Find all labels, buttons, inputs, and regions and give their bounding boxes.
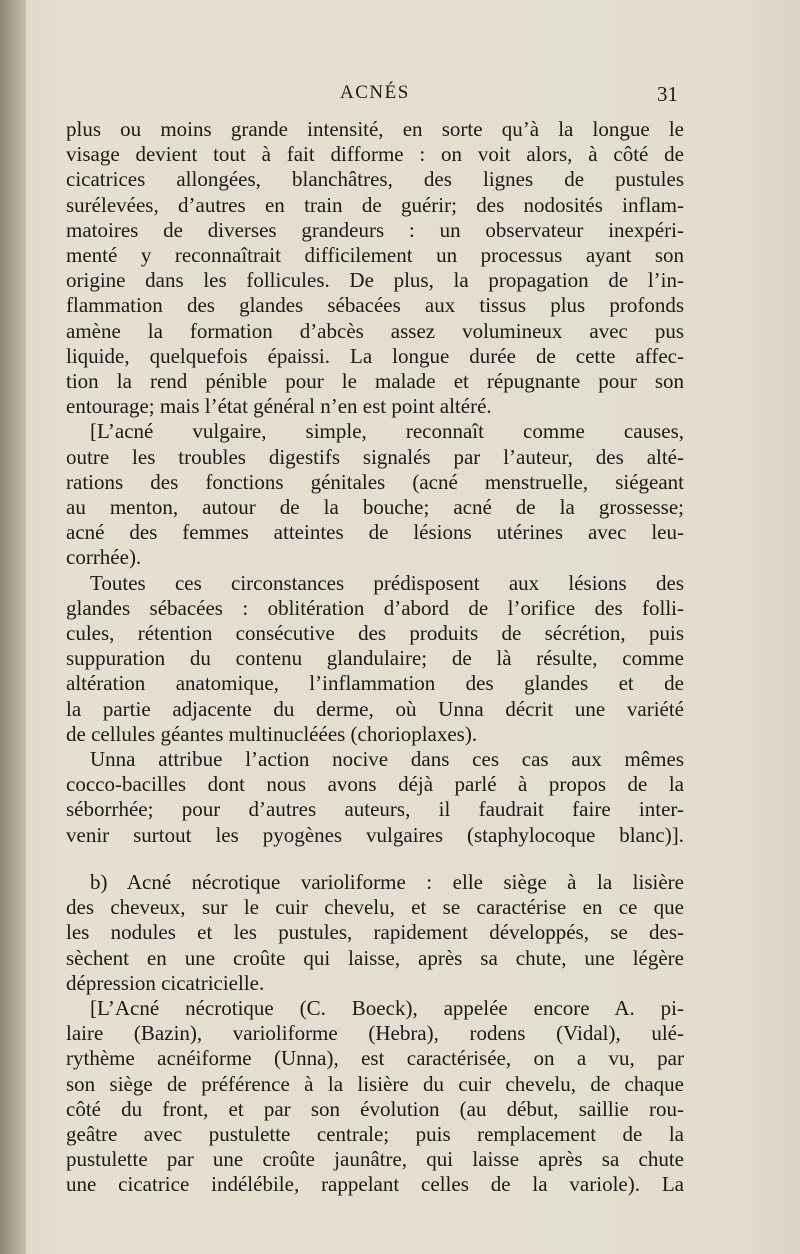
text-line: rations des fonctions génitales (acné menstruelle, siégeant xyxy=(66,469,684,494)
paragraph xyxy=(66,747,684,848)
text-line: visage devient tout à fait difforme : on voit alors, à côté de xyxy=(66,142,684,167)
text-line: outre les troubles digestifs signalés par l’auteur, des alté- xyxy=(66,444,684,469)
text-line: flammation des glandes sébacées aux tissus plus profonds xyxy=(66,293,684,318)
text-line: son siège de préférence à la lisière du cuir chevelu, de chaque xyxy=(66,1071,684,1096)
text-line: altération anatomique, l’inflammation des glandes et de xyxy=(66,671,684,696)
paragraph xyxy=(66,870,684,996)
page-header xyxy=(0,82,800,112)
text-line: [L’Acné nécrotique (C. Boeck), appelée encore A. pi- xyxy=(90,995,684,1020)
text-line: entourage; mais l’état général n’en est point altéré. xyxy=(66,394,492,419)
text-line: origine dans les follicules. De plus, la propagation de l’in- xyxy=(66,268,684,293)
text-line: dépression cicatricielle. xyxy=(66,970,265,995)
text-line: des cheveux, sur le cuir chevelu, et se caractérise en ce que xyxy=(66,895,684,920)
text-line: menté y reconnaîtrait difficilement un processus ayant son xyxy=(66,243,684,268)
text-line: surélevées, d’autres en train de guérir; des nodosités inflam- xyxy=(66,192,684,217)
text-line: venir surtout les pyogènes vulgaires (staphylocoque blanc)]. xyxy=(66,822,684,847)
page-body xyxy=(66,117,684,1198)
text-line: plus ou moins grande intensité, en sorte qu’à la longue le xyxy=(66,117,684,141)
text-line: corrhée). xyxy=(66,545,142,570)
text-line: la partie adjacente du derme, où Unna décrit une variété xyxy=(66,696,684,721)
text-line: laire (Bazin), varioliforme (Hebra), rodens (Vidal), ulé- xyxy=(66,1021,684,1046)
running-title: ACNÉS xyxy=(340,82,410,103)
page-number: 31 xyxy=(657,82,678,106)
text-line: séborrhée; pour d’autres auteurs, il faudrait faire inter- xyxy=(66,797,684,822)
text-line: [L’acné vulgaire, simple, reconnaît comme causes, xyxy=(90,419,684,444)
paragraph xyxy=(66,117,684,419)
text-line: de cellules géantes multinucléées (chorioplaxes). xyxy=(66,721,478,746)
text-line: rythème acnéiforme (Unna), est caractérisée, on a vu, par xyxy=(66,1046,684,1071)
text-line: les nodules et les pustules, rapidement développés, se des- xyxy=(66,920,684,945)
text-line: Unna attribue l’action nocive dans ces cas aux mêmes xyxy=(90,747,684,772)
paragraph xyxy=(66,996,684,1198)
text-line: Toutes ces circonstances prédisposent aux lésions des xyxy=(90,570,684,595)
text-line: cicatrices allongées, blanchâtres, des lignes de pustules xyxy=(66,167,684,192)
text-line: côté du front, et par son évolution (au début, saillie rou- xyxy=(66,1096,684,1121)
text-line: suppuration du contenu glandulaire; de là résulte, comme xyxy=(66,646,684,671)
text-line: tion la rend pénible pour le malade et répugnante pour son xyxy=(66,369,684,394)
page-spine-shadow xyxy=(0,0,26,1254)
text-line: matoires de diverses grandeurs : un observateur inexpéri- xyxy=(66,217,684,242)
text-line: cocco-bacilles dont nous avons déjà parlé à propos de la xyxy=(66,772,684,797)
text-line: une cicatrice indélébile, rappelant celles de la variole). La xyxy=(66,1172,684,1197)
text-line: amène la formation d’abcès assez volumineux avec pus xyxy=(66,318,684,343)
text-line: cules, rétention consécutive des produits de sécrétion, puis xyxy=(66,621,684,646)
paragraph xyxy=(66,571,684,747)
text-line: geâtre avec pustulette centrale; puis remplacement de la xyxy=(66,1121,684,1146)
text-line: sèchent en une croûte qui laisse, après sa chute, une légère xyxy=(66,945,684,970)
text-line: acné des femmes atteintes de lésions utérines avec leu- xyxy=(66,520,684,545)
text-line: pustulette par une croûte jaunâtre, qui laisse après sa chute xyxy=(66,1147,684,1172)
text-line: glandes sébacées : oblitération d’abord de l’orifice des folli- xyxy=(66,595,684,620)
section-gap xyxy=(66,848,684,870)
text-line: au menton, autour de la bouche; acné de la grossesse; xyxy=(66,495,684,520)
paragraph xyxy=(66,419,684,570)
text-line: liquide, quelquefois épaissi. La longue durée de cette affec- xyxy=(66,343,684,368)
text-line: b) Acné nécrotique varioliforme : elle siège à la lisière xyxy=(90,869,684,894)
